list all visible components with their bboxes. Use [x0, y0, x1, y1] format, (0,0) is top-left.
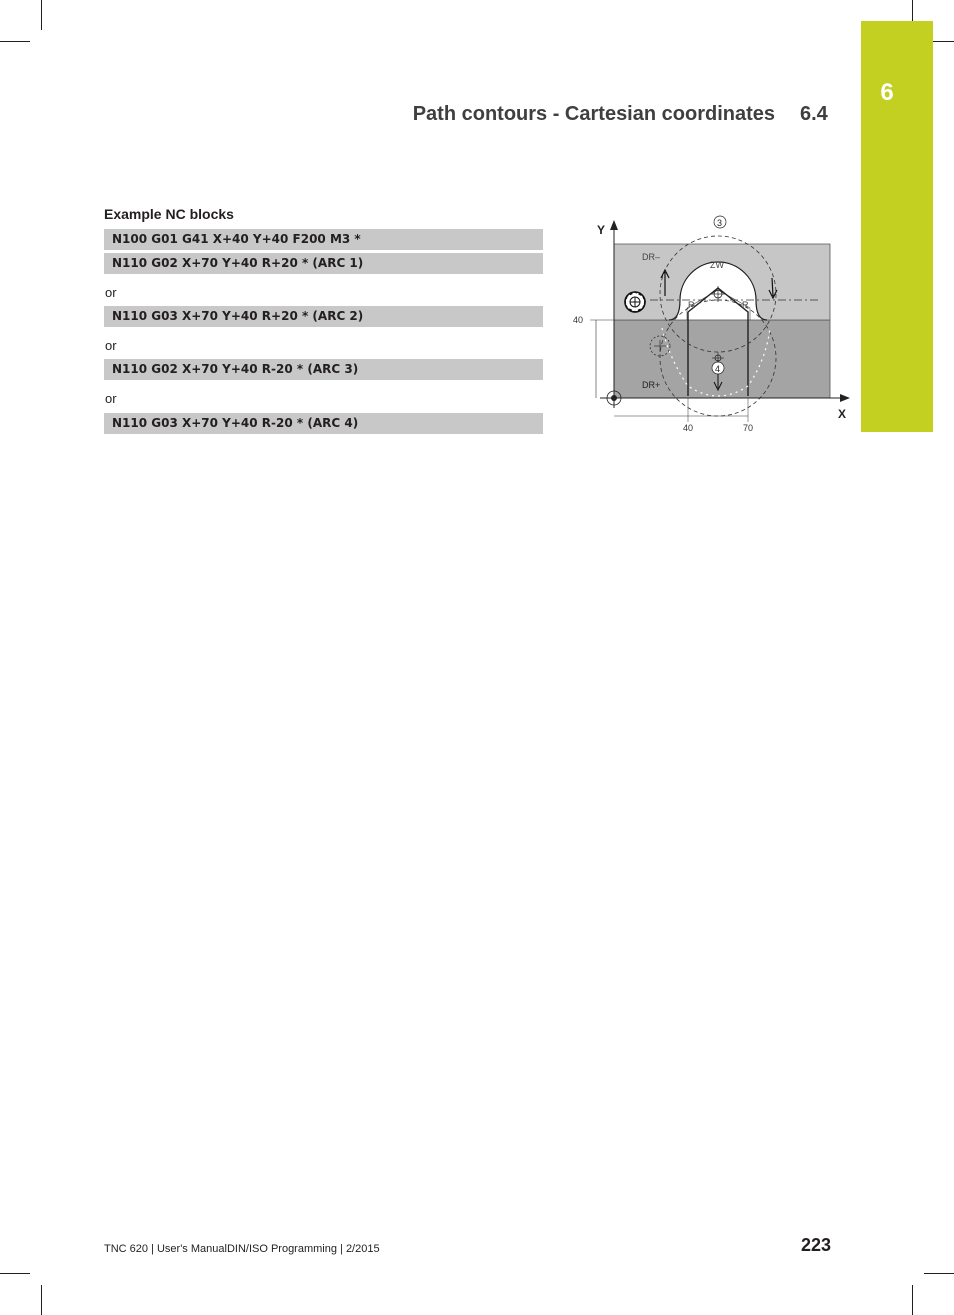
dim-x70-label: 70: [743, 423, 754, 433]
or-separator: or: [105, 338, 117, 353]
crop-mark: [912, 1285, 913, 1315]
or-separator: or: [105, 285, 117, 300]
label-3: 3: [717, 218, 723, 228]
section-number: 6.4: [800, 103, 828, 125]
footer-text: TNC 620 | User's ManualDIN/ISO Programming | 2/2015: [104, 1243, 380, 1255]
page-number: 223: [800, 1235, 831, 1255]
nc-block: N100 G01 G41 X+40 Y+40 F200 M3 *: [104, 229, 543, 250]
nc-block: N110 G03 X+70 Y+40 R-20 * (ARC 4): [104, 413, 543, 434]
label-r-right: R: [742, 300, 749, 310]
label-4: 4: [715, 364, 721, 374]
axis-x-label: X: [838, 407, 847, 421]
label-zw: ZW: [710, 260, 724, 270]
dim-x40-label: 40: [683, 423, 694, 433]
axis-y-label: Y: [597, 223, 606, 237]
crop-mark: [924, 1273, 954, 1274]
label-dr-minus: DR–: [642, 252, 661, 262]
nc-block: N110 G02 X+70 Y+40 R+20 * (ARC 1): [104, 253, 543, 274]
arc-contour-figure: [570, 210, 855, 440]
dim-y40-label: 40: [573, 315, 584, 325]
page-title: Path contours - Cartesian coordinates: [412, 103, 775, 125]
nc-block: N110 G02 X+70 Y+40 R-20 * (ARC 3): [104, 359, 543, 380]
nc-block: N110 G03 X+70 Y+40 R+20 * (ARC 2): [104, 306, 543, 327]
chapter-tab: [861, 21, 933, 432]
crop-mark: [0, 41, 30, 42]
label-r-left: R: [688, 300, 695, 310]
crop-mark: [0, 1273, 30, 1274]
crop-mark: [41, 1285, 42, 1315]
crop-mark: [41, 0, 42, 30]
or-separator: or: [105, 391, 117, 406]
chapter-number: 6: [880, 79, 894, 106]
label-dr-plus: DR+: [642, 380, 661, 390]
example-heading: Example NC blocks: [104, 206, 234, 222]
